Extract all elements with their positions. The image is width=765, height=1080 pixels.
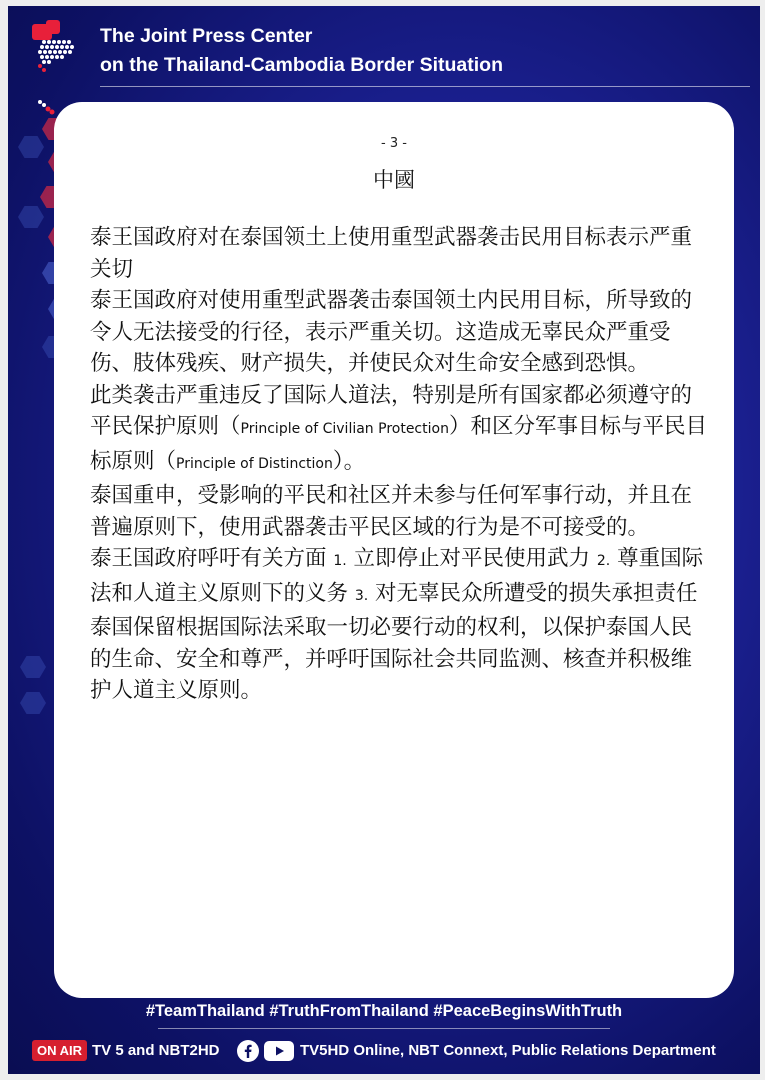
header-title-line2: on the Thailand-Cambodia Border Situation [100,54,504,76]
principle-distinction: Principle of Distinction [176,455,333,472]
paragraph: 泰王国政府对在泰国领土上使用重型武器袭击民用目标表示严重关切 [90,225,693,282]
facebook-icon[interactable] [236,1039,260,1063]
paragraph [90,380,712,481]
paragraph: 泰国保留根据国际法采取一切必要行动的权利，以保护泰国人民的生命、安全和尊严，并呼吁国际社会共同监测、核查并积极维护人道主义原则。 [90,615,693,703]
hex-decoration [20,692,46,714]
list-number: 3. [354,587,369,604]
paragraph-segment: ）和区分军事目标与平民目标原则（ [90,414,707,474]
paragraph: 泰王国政府对使用重型武器袭击泰国领土内民用目标，所导致的令人无法接受的行径，表示严重关切。这造成无辜民众严重受伤、肢体残疾、财产损失，并使民众对生命安全感到恐惧。 [90,288,693,376]
list-number: 1. [333,553,347,569]
statement-card [54,102,734,998]
hex-decoration [20,656,46,678]
header-title [100,22,503,80]
principle-civilian-protection: Principle of Civilian Protection [240,421,449,437]
paragraph: 泰国重申，受影响的平民和社区并未参与任何军事行动，并且在普遍原则下，使用武器袭击平民区域的行为是不可接受的。 [90,483,693,540]
footer-bar [8,1034,760,1070]
hashtags: #TeamThailand #TruthFromThailand #PeaceBeginsWithTruth [145,1002,623,1020]
footer-channels: TV 5 and NBT2HD [92,1042,220,1059]
paragraph-segment: 泰王国政府呼吁有关方面 [90,546,334,571]
footer-sources: TV5HD Online, NBT Connext, Public Relations Department [300,1042,716,1059]
paragraph [90,543,712,612]
footer-divider [158,1028,610,1029]
thailand-map-logo [26,16,78,116]
header-divider [100,86,750,87]
document-title: 中國 [373,168,415,192]
paragraph-segment: 立即停止对平民使用武力 [346,546,597,571]
page-number: - 3 - [381,136,407,151]
page-frame [8,6,760,1074]
header-title-line1: The Joint Press Center [100,25,313,47]
youtube-icon[interactable] [264,1041,294,1061]
paragraph-segment: 对无辜民众所遭受的损失承担责任 [368,580,698,606]
paragraph-segment: ）。 [332,448,366,474]
paragraph-segment: 尊重国际法和人道主义原则下的义务 [90,546,704,606]
hex-decoration [18,136,44,158]
statement-body [90,222,712,707]
on-air-badge: ON AIR [32,1040,87,1061]
list-number: 2. [596,553,611,569]
hex-decoration [18,206,44,228]
paragraph-segment: 此类袭击严重违反了国际人道法，特别是所有国家都必须遵守的平民保护原则（ [90,382,693,439]
